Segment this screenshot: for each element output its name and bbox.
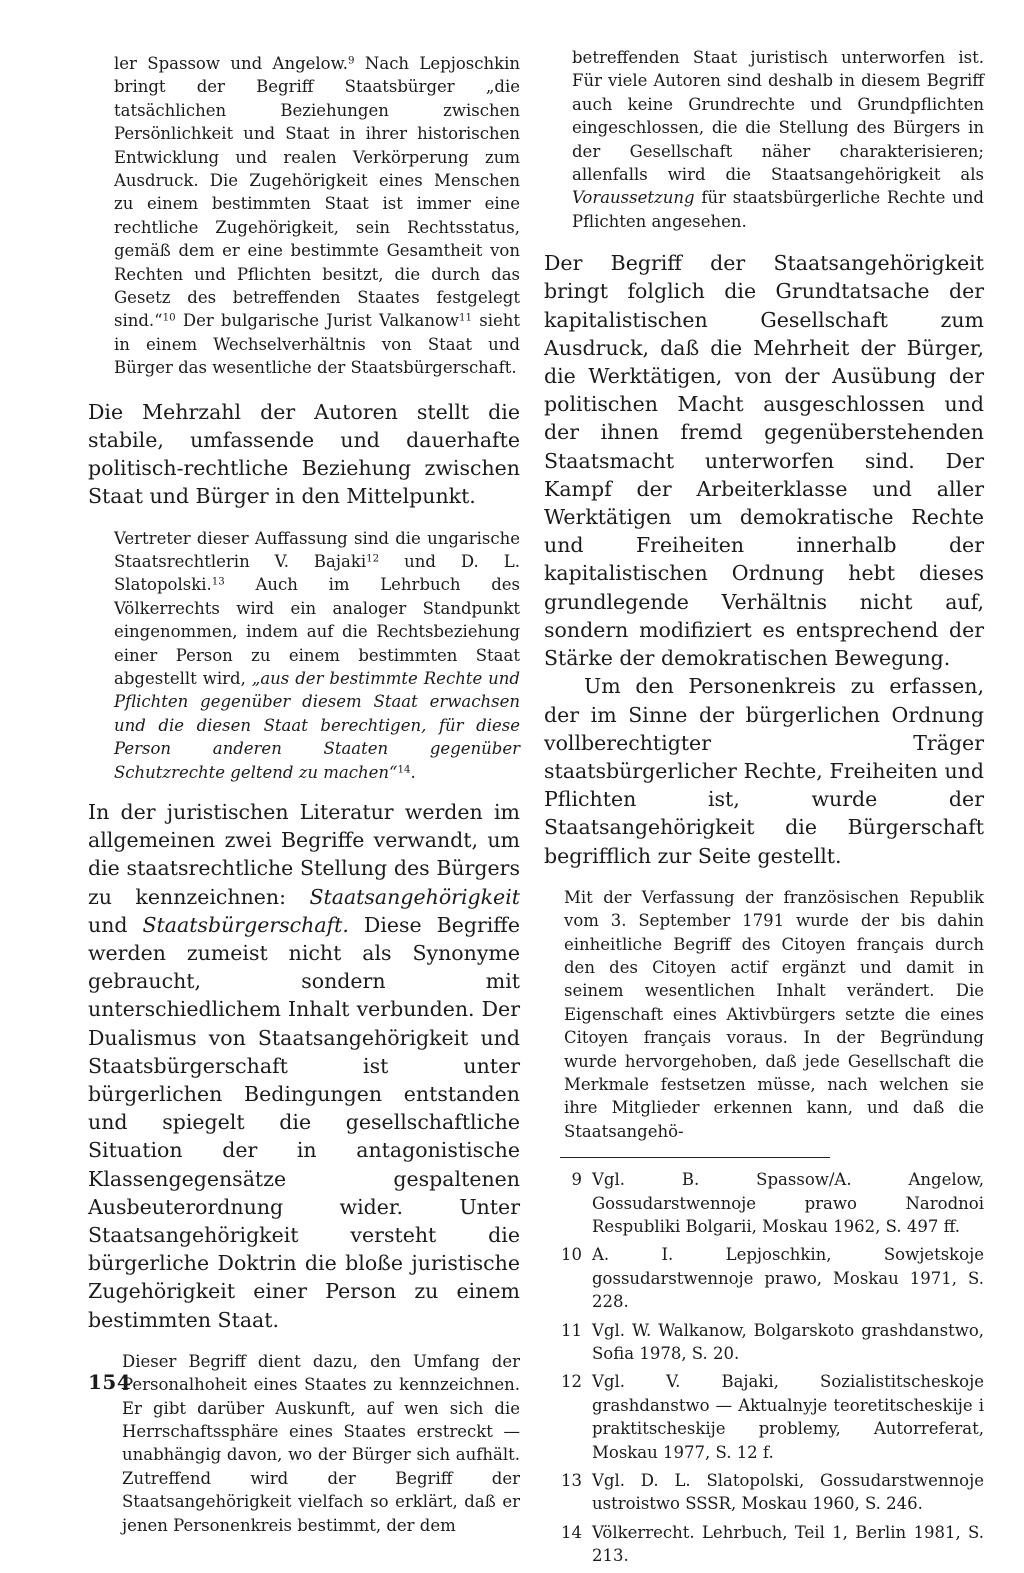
indented-block-3: Dieser Begriff dient dazu, den Umfang der Personalhoheit eines Staates zu kennzeichnen. Er gibt darüber Auskunft, auf wen sich die Herrschaftssphäre eines Staates erstreckt — unabhängig davon, wo der Bürger sich aufhält. Zutreffend wird der Begriff der Staatsangehörigkeit vielfach so erklärt, daß er jenen Personenkreis bestimmt, der dem: [122, 1351, 520, 1535]
text-run: Vertreter dieser Auffassung sind die ungarische Staatsrechtlerin V. Bajaki: [114, 528, 520, 571]
body-paragraph-1: Die Mehrzahl der Autoren stellt die stabile, umfassende und dauerhafte politisch-rechtliche Beziehung zwischen Staat und Bürger in den Mittelpunkt.: [88, 399, 520, 509]
text-run: und: [88, 912, 143, 937]
text-run: Der bulgarische Jurist Valkanow: [175, 311, 460, 331]
text-run: sieht in einem Wechselverhältnis von Staat und Bürger das wesentliche der Staatsbürgerschaft.: [114, 311, 521, 378]
footnote-number: 13: [561, 1471, 582, 1491]
footnote: [554, 1243, 984, 1313]
footnote: [554, 1469, 984, 1516]
body-paragraph-4: Um den Personenkreis zu erfassen, der im Sinne der bürgerlichen Ordnung vollberechtigter Träger staatsbürgerlicher Rechte, Freiheiten und Pflichten ist, wurde der Staatsangehörigkeit die Bürgerschaft begrifflich zur Seite gestellt.: [544, 674, 984, 868]
text-run: Nach Lepjoschkin bringt der Begriff Staatsbürger „die tatsächlichen Beziehungen zwischen Persönlichkeit und Staat in ihrer historischen Entwicklung und realen Verkörperung zum Ausdruck. Die Zugehörigkeit eines Menschen zu einem bestimmten Staat ist immer eine rechtliche Zugehörigkeit, sein Rechtsstatus, gemäß dem er eine bestimmte Gesamtheit von Rechten und Pflichten besitzt, die durch das Gesetz des betreffenden Staates festgelegt sind.“: [114, 54, 520, 331]
footnote-text: Vgl. W. Walkanow, Bolgarskoto grashdanstwo, Sofia 1978, S. 20.: [592, 1320, 984, 1364]
emphasis: Voraussetzung: [572, 188, 695, 208]
footnote-number: 14: [561, 1522, 582, 1542]
footnote-number: 9: [571, 1170, 582, 1190]
footnote-text: Vgl. V. Bajaki, Sozialistitscheskoje grashdanstwo — Aktualnyje teoretitscheskije i praktitscheskije problemy, Autorreferat, Moskau 1977, S. 12 f.: [592, 1372, 984, 1462]
footnote: [554, 1319, 984, 1366]
footnote-ref: 12: [366, 553, 380, 565]
footnote-text: Vgl. D. L. Slatopolski, Gossudarstwennoje ustroistwo SSSR, Moskau 1960, S. 246.: [592, 1471, 984, 1514]
footnote-ref: 11: [459, 312, 473, 324]
text-run: ler Spassow und Angelow.: [114, 54, 349, 73]
footnote: [554, 1521, 984, 1568]
emphasis: Staatsangehörigkeit: [309, 884, 520, 909]
indented-block-2: [88, 527, 520, 784]
left-column: [88, 52, 520, 1537]
text-run: für staatsbürgerliche Rechte und Pflichten angesehen.: [572, 188, 984, 231]
page-number: 154: [88, 1370, 132, 1394]
footnote-text: Völkerrecht. Lehrbuch, Teil 1, Berlin 1981, S. 213.: [592, 1522, 984, 1566]
indented-block-continuation: [544, 46, 984, 233]
footnote-text: Vgl. B. Spassow/A. Angelow, Gossudarstwennoje prawo Narodnoi Respubliki Bolgarii, Moskau 1962, S. 497 ff.: [592, 1170, 984, 1236]
body-paragraph-3: Der Begriff der Staatsangehörigkeit bringt folglich die Grundtatsache der kapitalistischen Gesellschaft zum Ausdruck, daß die Mehrheit der Bürger, die Werktätigen, von der Ausübung der politischen Macht ausgeschlossen und der ihnen fremd gegenüberstehenden Staatsmacht unterworfen sind. Der Kampf der Arbeiterklasse und aller Werktätigen um demokratische Rechte und Freiheiten innerhalb der kapitalistischen Ordnung hebt dieses grundlegende Verhältnis nicht auf, sondern modifiziert es entsprechend der Stärke der demokratischen Bewegung.: [544, 251, 984, 671]
footnote-text: A. I. Lepjoschkin, Sowjetskoje gossudarstwennoje prawo, Moskau 1971, S. 228.: [592, 1245, 984, 1312]
footnote-ref: 10: [162, 312, 176, 324]
footnote-ref: 9: [348, 55, 355, 67]
right-column: [544, 46, 984, 1573]
footnote-ref: 14: [397, 763, 411, 775]
footnote-ref: 13: [211, 576, 225, 588]
footnote-number: 12: [561, 1372, 582, 1392]
indented-block-4: Mit der Verfassung der französischen Republik vom 3. September 1791 wurde der bis dahin einheitliche Begriff des Citoyen français durch den des Citoyen actif ergänzt und damit in seinem wesentlichen Inhalt verändert. Die Eigenschaft eines Aktivbürgers setzte die eines Citoyen français voraus. In der Begründung wurde hervorgehoben, daß jede Gesellschaft die Merkmale festsetzen müsse, nach welchen sie ihre Mitglieder erkennen kann, und daß die Staatsangehö-: [564, 887, 984, 1141]
footnote-divider: [560, 1157, 830, 1158]
indented-block-1: [88, 52, 520, 380]
emphasis: Staatsbürgerschaft.: [142, 912, 349, 937]
text-run: und D. L. Slatopolski.: [114, 551, 520, 595]
quotation: „aus der bestimmte Rechte und Pflichten gegenüber diesem Staat erwachsen und die diesen Staat berechtigen, für diese Person anderen Staaten gegenüber Schutzrechte geltend zu machen“: [114, 668, 520, 782]
text-run: In der juristischen Literatur werden im allgemeinen zwei Begriffe verwandt, um die staatsrechtliche Stellung des Bürgers zu kennzeichnen:: [88, 799, 520, 909]
body-paragraph-2: [88, 798, 520, 1334]
footnote: [554, 1168, 984, 1238]
text-run: Auch im Lehrbuch des Völkerrechts wird ein analoger Standpunkt eingenommen, indem auf die Rechtsbeziehung einer Person zu einem bestimmten Staat abgestellt wird,: [114, 575, 520, 688]
footnotes: [554, 1168, 984, 1568]
text-run: .: [410, 762, 416, 782]
footnote: [554, 1370, 984, 1464]
footnote-number: 11: [561, 1320, 582, 1340]
footnote-number: 10: [561, 1245, 582, 1265]
text-run: Diese Begriffe werden zumeist nicht als Synonyme gebraucht, sondern mit unterschiedlichem Inhalt verbunden. Der Dualismus von Staatsangehörigkeit und Staatsbürgerschaft ist unter bürgerlichen Bedingungen entstanden und spiegelt die gesellschaftliche Situation der in antagonistische Klassengegensätze gespaltenen Ausbeuterordnung wider. Unter Staatsangehörigkeit versteht die bürgerliche Doktrin die bloße juristische Zugehörigkeit einer Person zu einem bestimmten Staat.: [88, 912, 521, 1332]
text-run: betreffenden Staat juristisch unterworfen ist. Für viele Autoren sind deshalb in diesem Begriff auch keine Grundrechte und Grundpflichten eingeschlossen, die die Stellung des Bürgers in der Gesellschaft näher charakterisieren; allenfalls wird die Staatsangehörigkeit als: [572, 48, 984, 185]
